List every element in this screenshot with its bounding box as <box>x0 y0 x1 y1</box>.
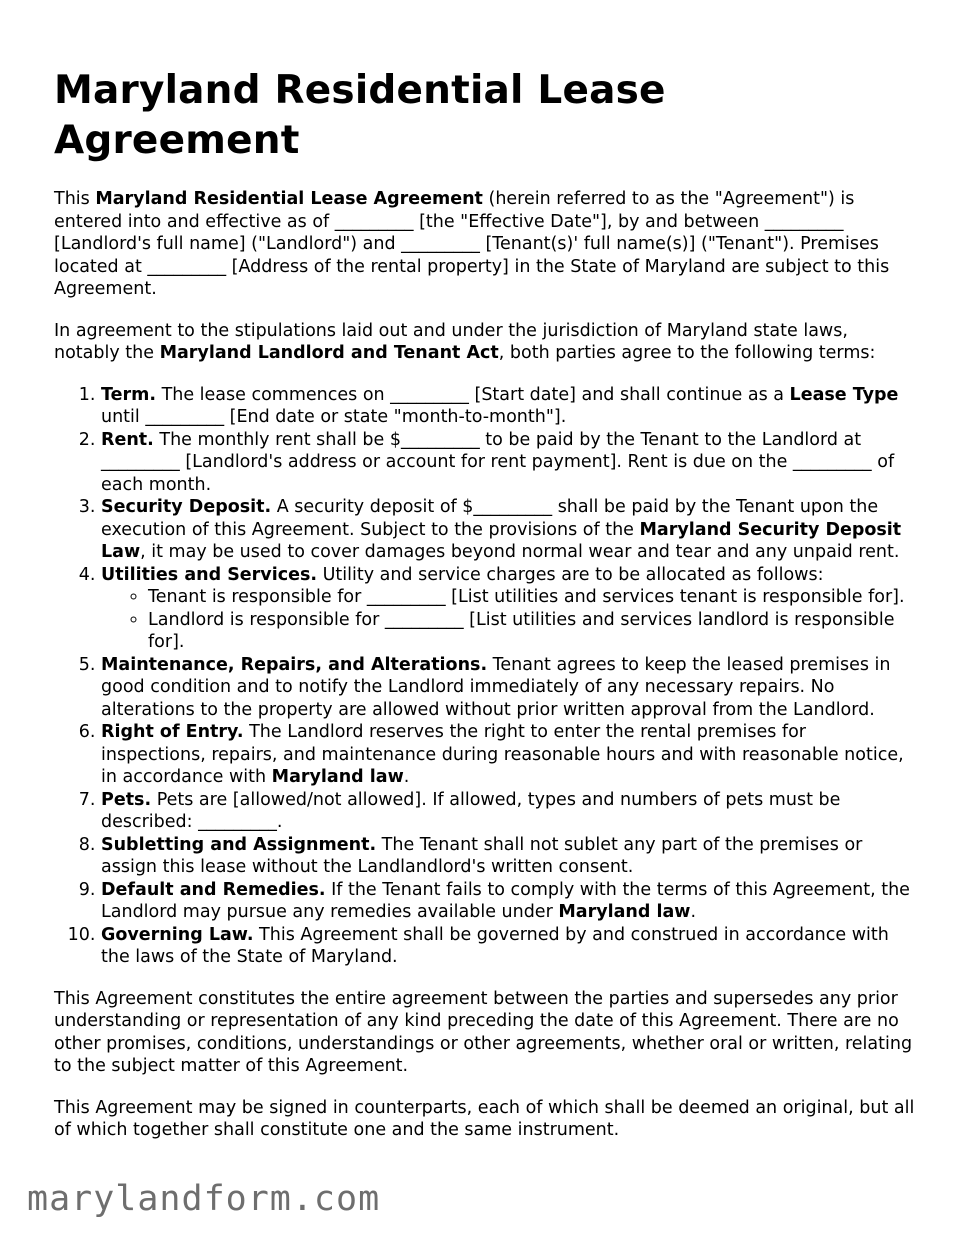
counterparts-paragraph: This Agreement may be signed in counterparts, each of which shall be deemed an original, but all of which together shall constitute one and the same instrument. <box>54 1097 915 1140</box>
stipulations-paragraph: In agreement to the stipulations laid out and under the jurisdiction of Maryland state laws, notably the Maryland Landlord and Tenant Act, both parties agree to the following terms: <box>54 320 876 363</box>
intro-paragraph: This Maryland Residential Lease Agreement (herein referred to as the "Agreement") is entered into and effective as of _________ [the "Effective Date"], by and between _________ [Landlord's full name] ("Landlord") and _________ [Tenant(s)' full name(s)] ("Tenant"). Premises located at _________ [Address of the rental property] in the State of Maryland are subject to this Agreement. <box>54 189 890 299</box>
entire-agreement-paragraph: This Agreement constitutes the entire agreement between the parties and supersedes any prior understanding or representation of any kind preceding the date of this Agreement. There are no other promises, conditions, understandings or other agreements, whether oral or written, relating to the subject matter of this Agreement. <box>54 988 913 1076</box>
term-item-utilities: 4. Utilities and Services. Utility and service charges are to be allocated as follows: ◦ Tenant is responsible for _________ [List utilities and services tenant is responsible for]. ◦ Landlord is responsible for _________ [List utilities and services landlord is responsible for]. <box>101 564 916 654</box>
utilities-landlord-item: ◦ Landlord is responsible for _________ [List utilities and services landlord is responsible for]. <box>148 609 916 654</box>
term-item-default: 9. Default and Remedies. If the Tenant fails to comply with the terms of this Agreement, the Landlord may pursue any remedies available under Maryland law. <box>101 879 916 924</box>
utilities-sublist <box>101 586 916 654</box>
term-item-right-of-entry: 6. Right of Entry. The Landlord reserves the right to enter the rental premises for inspections, repairs, and maintenance during reasonable hours and with reasonable notice, in accordance with Maryland law. <box>101 721 916 789</box>
watermark: marylandform.com <box>27 1179 381 1219</box>
document-page <box>54 66 916 1161</box>
utilities-tenant-item: ◦ Tenant is responsible for _________ [List utilities and services tenant is responsible for]. <box>148 586 916 609</box>
document-title: Maryland Residential Lease Agreement <box>54 68 666 163</box>
term-item-security-deposit: 3. Security Deposit. A security deposit of $_________ shall be paid by the Tenant upon the execution of this Agreement. Subject to the provisions of the Maryland Security Deposit Law, it may be used to cover damages beyond normal wear and tear and any unpaid rent. <box>101 496 916 564</box>
term-item-term: 1. Term. The lease commences on _________ [Start date] and shall continue as a Lease Type until _________ [End date or state "month-to-month"]. <box>101 384 916 429</box>
term-item-maintenance: 5. Maintenance, Repairs, and Alterations. Tenant agrees to keep the leased premises in good condition and to notify the Landlord immediately of any necessary repairs. No alterations to the property are allowed without prior written approval from the Landlord. <box>101 654 916 722</box>
term-item-subletting: 8. Subletting and Assignment. The Tenant shall not sublet any part of the premises or assign this lease without the Landlandlord's written consent. <box>101 834 916 879</box>
term-item-pets: 7. Pets. Pets are [allowed/not allowed]. If allowed, types and numbers of pets must be described: _________. <box>101 789 916 834</box>
term-item-rent: 2. Rent. The monthly rent shall be $_________ to be paid by the Tenant to the Landlord at _________ [Landlord's address or account for rent payment]. Rent is due on the _________ of each month. <box>101 429 916 497</box>
term-item-governing-law: 10. Governing Law. This Agreement shall be governed by and construed in accordance with the laws of the State of Maryland. <box>101 924 916 969</box>
terms-list <box>54 384 916 969</box>
